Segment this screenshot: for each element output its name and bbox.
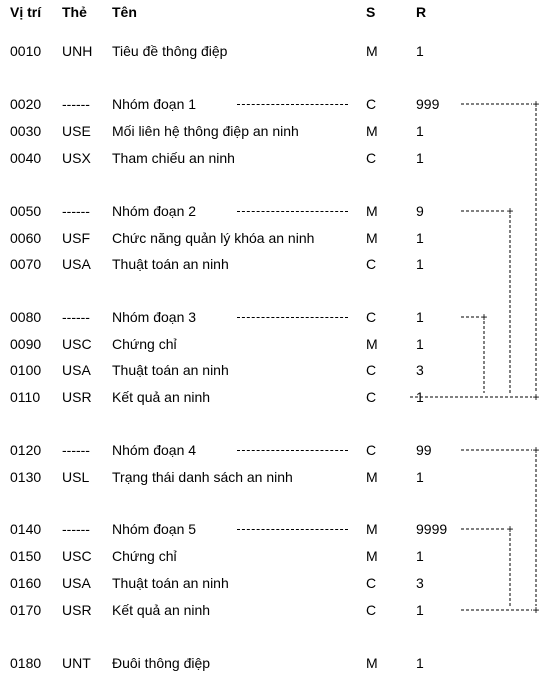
name-cell: Chứng chỉ [112, 336, 177, 352]
tag-cell: ------ [62, 309, 90, 325]
tag-cell: ------ [62, 521, 90, 537]
segment-row [0, 254, 553, 274]
bracket-plus-icon: + [532, 97, 540, 111]
tag-cell: USA [62, 256, 91, 272]
repeat-cell: 1 [416, 655, 424, 671]
status-cell: C [366, 96, 377, 112]
position-cell: 0010 [10, 43, 42, 59]
header-position: Vị trí [10, 4, 42, 20]
status-cell: C [366, 362, 377, 378]
name-cell: Nhóm đoạn 3 [112, 309, 197, 325]
name-cell: Nhóm đoạn 5 [112, 521, 197, 537]
repeat-cell: 1 [416, 256, 424, 272]
position-cell: 0100 [10, 362, 42, 378]
header-status: S [366, 4, 376, 20]
position-cell: 0120 [10, 442, 42, 458]
segment-row [0, 653, 553, 673]
repeat-cell: 1 [416, 150, 424, 166]
tag-cell: ------ [62, 96, 90, 112]
segment-row [0, 228, 553, 248]
position-cell: 0060 [10, 230, 42, 246]
segment-row [0, 600, 553, 620]
tag-cell: ------ [62, 442, 90, 458]
name-cell: Nhóm đoạn 4 [112, 442, 197, 458]
position-cell: 0070 [10, 256, 42, 272]
status-cell: M [366, 548, 378, 564]
position-cell: 0170 [10, 602, 42, 618]
segment-group-row [0, 201, 553, 221]
name-cell: Mối liên hệ thông điệp an ninh [112, 123, 299, 139]
repeat-cell: 99 [416, 442, 432, 458]
name-cell: Nhóm đoạn 2 [112, 203, 197, 219]
repeat-cell: 1 [416, 469, 424, 485]
segment-row [0, 387, 553, 407]
segment-group-row [0, 440, 553, 460]
group-leader-line [237, 317, 348, 318]
header-name: Tên [112, 4, 137, 20]
status-cell: M [366, 521, 378, 537]
name-cell: Kết quả an ninh [112, 389, 211, 405]
repeat-cell: 3 [416, 362, 424, 378]
tag-cell: USF [62, 230, 90, 246]
tag-cell: USC [62, 336, 92, 352]
tag-cell: USA [62, 575, 91, 591]
bracket-plus-icon: + [532, 443, 540, 457]
status-cell: C [366, 442, 377, 458]
position-cell: 0150 [10, 548, 42, 564]
tag-cell: USC [62, 548, 92, 564]
tag-cell: USX [62, 150, 91, 166]
status-cell: M [366, 469, 378, 485]
name-cell: Chức năng quản lý khóa an ninh [112, 230, 315, 246]
status-cell: M [366, 230, 378, 246]
name-cell: Tiêu đề thông điệp [112, 43, 228, 59]
bracket-plus-icon: + [506, 204, 514, 218]
status-cell: C [366, 256, 377, 272]
segment-row [0, 41, 553, 61]
status-cell: M [366, 655, 378, 671]
name-cell: Thuật toán an ninh [112, 362, 229, 378]
tag-cell: ------ [62, 203, 90, 219]
position-cell: 0090 [10, 336, 42, 352]
repeat-cell: 1 [416, 389, 424, 405]
position-cell: 0110 [10, 389, 41, 405]
status-cell: C [366, 150, 377, 166]
name-cell: Thuật toán an ninh [112, 256, 229, 272]
tag-cell: USR [62, 389, 92, 405]
repeat-cell: 1 [416, 548, 424, 564]
position-cell: 0180 [10, 655, 42, 671]
repeat-cell: 1 [416, 309, 424, 325]
repeat-cell: 1 [416, 123, 424, 139]
status-cell: C [366, 602, 377, 618]
segment-row [0, 148, 553, 168]
repeat-cell: 1 [416, 230, 424, 246]
name-cell: Đuôi thông điệp [112, 655, 211, 671]
header-repeat: R [416, 4, 427, 20]
repeat-cell: 1 [416, 43, 424, 59]
header-tag: Thẻ [62, 4, 87, 20]
repeat-cell: 9999 [416, 521, 448, 537]
segment-group-row [0, 307, 553, 327]
group-leader-line [237, 211, 348, 212]
segment-row [0, 121, 553, 141]
segment-group-row [0, 519, 553, 539]
status-cell: C [366, 309, 377, 325]
position-cell: 0050 [10, 203, 42, 219]
name-cell: Thuật toán an ninh [112, 575, 229, 591]
group-leader-line [237, 450, 348, 451]
repeat-cell: 1 [416, 602, 424, 618]
name-cell: Trạng thái danh sách an ninh [112, 469, 293, 485]
repeat-cell: 1 [416, 336, 424, 352]
position-cell: 0160 [10, 575, 42, 591]
position-cell: 0020 [10, 96, 42, 112]
bracket-plus-icon: + [532, 390, 540, 404]
bracket-plus-icon: + [532, 603, 540, 617]
name-cell: Nhóm đoạn 1 [112, 96, 197, 112]
tag-cell: UNT [62, 655, 91, 671]
tag-cell: USR [62, 602, 92, 618]
tag-cell: USE [62, 123, 91, 139]
status-cell: C [366, 389, 377, 405]
tag-cell: UNH [62, 43, 93, 59]
segment-row [0, 546, 553, 566]
status-cell: M [366, 43, 378, 59]
position-cell: 0040 [10, 150, 42, 166]
name-cell: Tham chiếu an ninh [112, 150, 235, 166]
position-cell: 0130 [10, 469, 42, 485]
name-cell: Chứng chỉ [112, 548, 177, 564]
segment-group-row [0, 94, 553, 114]
tag-cell: USA [62, 362, 91, 378]
repeat-cell: 3 [416, 575, 424, 591]
segment-row [0, 360, 553, 380]
position-cell: 0080 [10, 309, 42, 325]
segment-row [0, 573, 553, 593]
position-cell: 0030 [10, 123, 42, 139]
position-cell: 0140 [10, 521, 42, 537]
status-cell: C [366, 575, 377, 591]
status-cell: M [366, 336, 378, 352]
group-leader-line [237, 104, 348, 105]
status-cell: M [366, 203, 378, 219]
segment-row [0, 334, 553, 354]
tag-cell: USL [62, 469, 90, 485]
status-cell: M [366, 123, 378, 139]
repeat-cell: 9 [416, 203, 424, 219]
bracket-plus-icon: + [480, 310, 488, 324]
segment-row [0, 467, 553, 487]
name-cell: Kết quả an ninh [112, 602, 211, 618]
repeat-cell: 999 [416, 96, 440, 112]
bracket-plus-icon: + [506, 522, 514, 536]
group-leader-line [237, 529, 348, 530]
